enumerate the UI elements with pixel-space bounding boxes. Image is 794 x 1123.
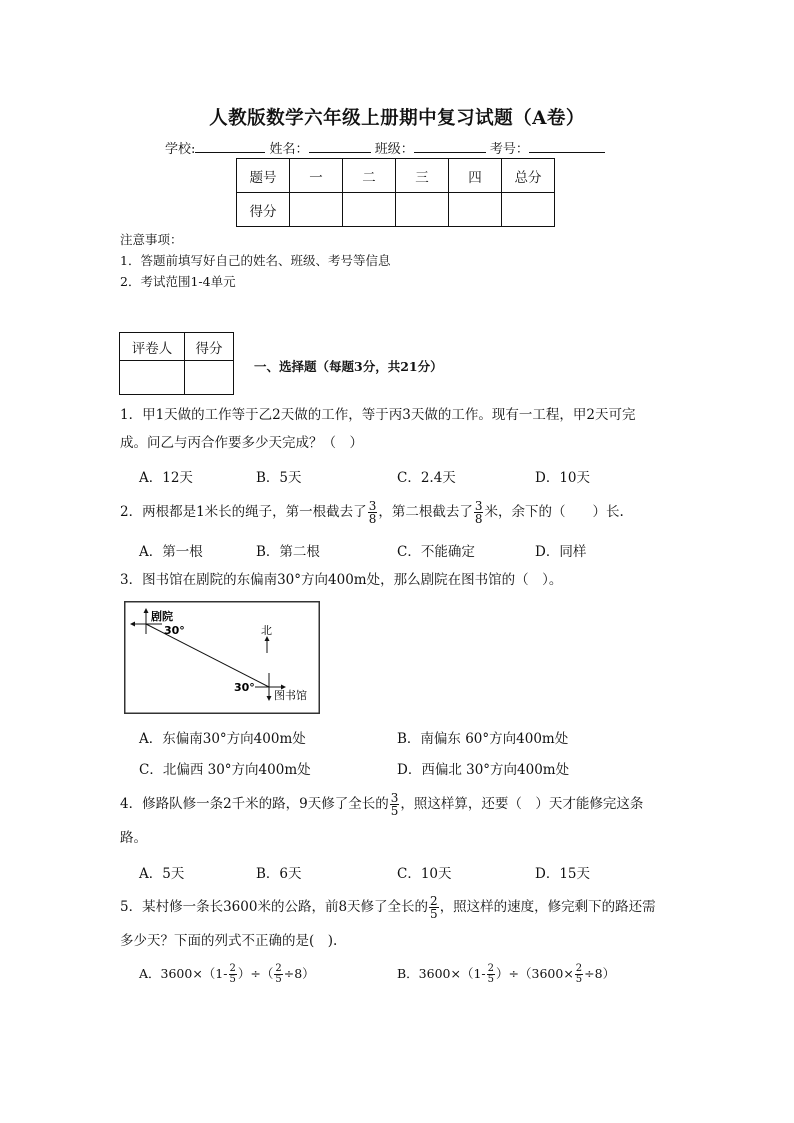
q5b-fraction-1	[487, 964, 495, 985]
fraction-denominator: 5	[575, 974, 583, 985]
q5-option-b[interactable]	[397, 964, 615, 985]
q5-text-2: ，照这样的速度，修完剩下的路还需	[439, 899, 656, 915]
theater-west-arrow	[130, 622, 135, 627]
fraction-denominator: 5	[275, 974, 282, 985]
score-cell[interactable]	[396, 193, 449, 227]
q4-text-1: 4．修路队修一条2千米的路，9天修了全长的	[120, 796, 389, 812]
score-table-header-row	[237, 159, 555, 193]
q5a-text-2: ）÷（	[237, 966, 274, 981]
score-cell[interactable]	[449, 193, 502, 227]
student-info-line	[165, 138, 605, 157]
question-5-line-1	[120, 895, 680, 920]
score-table	[236, 158, 555, 227]
q4-text-2: ，照这样算，还要（ ）天才能修完这条	[400, 796, 644, 812]
q2-text-3: 米，余下的（ ）长.	[484, 504, 624, 520]
q5a-text-1: A．3600×（1-	[139, 966, 228, 981]
q2-option-b[interactable]: B．第二根	[256, 544, 320, 560]
fraction-numerator: 2	[229, 963, 236, 974]
fraction-numerator: 2	[275, 963, 282, 974]
q1-option-c[interactable]: C．2.4天	[397, 470, 456, 486]
q4-option-a[interactable]: A．5天	[139, 866, 185, 882]
question-1-line-2: 成。问乙与丙合作要多少天完成？（ ）	[120, 435, 363, 451]
name-label: 姓名：	[269, 142, 309, 157]
page-title: 人教版数学六年级上册期中复习试题（A卷）	[209, 108, 585, 129]
notice-heading: 注意事项：	[120, 232, 183, 247]
score-table-score-row	[237, 193, 555, 227]
q3-option-a[interactable]: A．东偏南30°方向400m处	[139, 731, 306, 747]
class-blank[interactable]	[414, 139, 486, 153]
theater-north-arrow	[144, 608, 149, 613]
fraction-denominator: 5	[487, 974, 495, 985]
theater-label: 剧院	[151, 610, 173, 623]
fraction-denominator: 8	[368, 512, 377, 526]
q4-option-b[interactable]: B．6天	[256, 866, 302, 882]
question-2	[120, 500, 680, 525]
school-blank[interactable]	[195, 139, 265, 153]
q1-option-a[interactable]: A．12天	[139, 470, 193, 486]
q3-option-d[interactable]: D．西偏北 30°方向400m处	[397, 762, 570, 778]
fraction-denominator: 5	[390, 804, 399, 818]
section-heading: 一、选择题（每题3分，共21分）	[254, 359, 443, 374]
q1-option-b[interactable]: B．5天	[256, 470, 302, 486]
reviewer-cell[interactable]	[120, 361, 185, 395]
q5b-text-3: ÷8）	[584, 966, 616, 981]
q5a-text-3: ÷8）	[283, 966, 315, 981]
exam-no-blank[interactable]	[529, 139, 605, 153]
fraction-numerator: 3	[474, 499, 483, 513]
q5b-text-2: ）÷（3600×	[496, 966, 574, 981]
angle-top-label: 30°	[164, 624, 185, 637]
q4-option-d[interactable]: D．15天	[535, 866, 591, 882]
score-header-cell: 三	[396, 159, 449, 193]
q3-option-b[interactable]: B．南偏东 60°方向400m处	[397, 731, 569, 747]
school-label: 学校:	[165, 142, 196, 157]
angle-bottom-label: 30°	[234, 681, 255, 694]
exam-no-label: 考号：	[489, 142, 529, 157]
fraction-numerator: 2	[430, 894, 438, 908]
q2-option-d[interactable]: D．同样	[535, 544, 587, 560]
grader-score-label: 得分	[185, 333, 234, 361]
score-cell[interactable]	[502, 193, 555, 227]
class-label: 班级：	[374, 142, 414, 157]
q2-fraction-1	[368, 500, 378, 525]
name-blank[interactable]	[309, 139, 371, 153]
direction-diagram	[124, 601, 320, 714]
q4-option-c[interactable]: C．10天	[397, 866, 452, 882]
score-header-cell: 二	[343, 159, 396, 193]
q1-option-d[interactable]: D．10天	[535, 470, 591, 486]
score-header-cell: 一	[290, 159, 343, 193]
score-cell[interactable]	[343, 193, 396, 227]
fraction-denominator: 5	[430, 907, 438, 921]
q2-text-1: 2．两根都是1米长的绳子，第一根截去了	[120, 504, 367, 520]
fraction-numerator: 2	[575, 963, 583, 974]
score-header-cell: 题号	[237, 159, 290, 193]
question-4-line-2: 路。	[120, 830, 147, 846]
score-header-cell: 四	[449, 159, 502, 193]
score-row-label: 得分	[237, 193, 290, 227]
fraction-denominator: 8	[474, 512, 483, 526]
q5b-text-1: B．3600×（1-	[397, 966, 486, 981]
q2-option-c[interactable]: C．不能确定	[397, 544, 475, 560]
q4-fraction	[390, 792, 400, 817]
q5b-fraction-2	[575, 964, 583, 985]
library-south-arrow	[267, 696, 272, 701]
q5-option-a[interactable]	[139, 964, 315, 985]
q2-fraction-2	[474, 500, 484, 525]
q5a-fraction-2	[274, 964, 282, 985]
fraction-numerator: 3	[368, 499, 377, 513]
fraction-numerator: 3	[390, 791, 399, 805]
grader-table	[119, 332, 234, 395]
grader-score-cell[interactable]	[185, 361, 234, 395]
q3-option-c[interactable]: C．北偏西 30°方向400m处	[139, 762, 311, 778]
score-header-cell: 总分	[502, 159, 555, 193]
q2-option-a[interactable]: A．第一根	[139, 544, 203, 560]
question-4-line-1	[120, 792, 680, 817]
question-1-line-1: 1．甲1天做的工作等于乙2天做的工作，等于丙3天做的工作。现有一工程，甲2天可完	[120, 407, 636, 423]
fraction-numerator: 2	[487, 963, 495, 974]
q5-text-1: 5．某村修一条长3600米的公路，前8天修了全长的	[120, 899, 429, 915]
north-label: 北	[261, 624, 272, 637]
fraction-denominator: 5	[229, 974, 236, 985]
question-3: 3．图书馆在剧院的东偏南30°方向400m处，那么剧院在图书馆的（ ）。	[120, 572, 563, 588]
q5a-fraction-1	[229, 964, 237, 985]
q5-fraction	[429, 895, 439, 920]
q2-text-2: ，第二根截去了	[378, 504, 473, 520]
score-cell[interactable]	[290, 193, 343, 227]
library-label: 图书馆	[274, 689, 307, 702]
reviewer-label: 评卷人	[120, 333, 185, 361]
question-5-line-2: 多少天？下面的列式不正确的是( ).	[120, 933, 338, 949]
notice-item: 1．答题前填写好自己的姓名、班级、考号等信息	[120, 253, 391, 268]
notice-item: 2．考试范围1-4单元	[120, 274, 236, 289]
